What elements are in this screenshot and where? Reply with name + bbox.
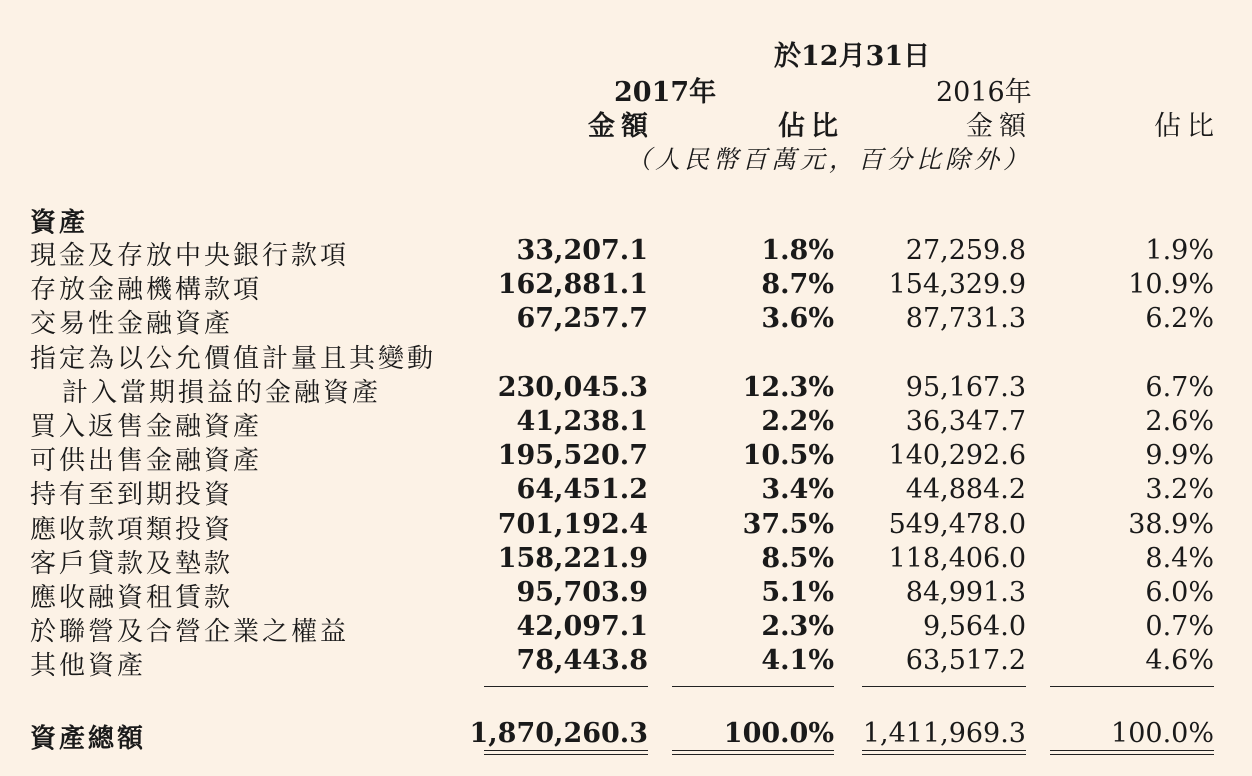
row-pct-2016: 10.9% — [1128, 269, 1214, 301]
row-amount-2016: 95,167.3 — [905, 371, 1026, 403]
total-pct-2016: 100.0% — [1111, 718, 1214, 749]
total-double-rule-amount-2017 — [484, 750, 648, 755]
row-pct-2017: 2.3% — [761, 611, 834, 643]
total-double-rule-pct-2016 — [1050, 750, 1214, 755]
row-pct-2016: 8.4% — [1145, 542, 1214, 574]
year-2016-header: 2016年 — [936, 77, 1032, 108]
row-amount-2016: 84,991.3 — [905, 577, 1026, 608]
row-pct-2016: 2.6% — [1145, 406, 1214, 437]
total-amount-2017: 1,870,260.3 — [469, 718, 648, 749]
row-label: 買入返售金融資產 — [30, 412, 263, 442]
row-pct-2017: 12.3% — [742, 371, 834, 403]
row-pct-2016: 4.6% — [1145, 645, 1214, 677]
row-pct-2016: 1.9% — [1145, 235, 1214, 266]
total-amount-2016: 1,411,969.3 — [862, 718, 1026, 749]
row-pct-2017: 5.1% — [761, 577, 834, 608]
row-label: 指定為以公允價值計量且其變動 — [30, 343, 437, 374]
row-amount-2016: 549,478.0 — [888, 508, 1026, 540]
row-amount-2017: 64,451.2 — [516, 474, 648, 506]
row-pct-2017: 10.5% — [742, 440, 834, 472]
row-pct-2017: 37.5% — [742, 508, 834, 540]
row-amount-2017: 95,703.9 — [516, 577, 648, 608]
row-pct-2016: 6.2% — [1145, 303, 1214, 335]
row-label-continued: 計入當期損益的金融資產 — [62, 377, 382, 408]
row-label: 其他資產 — [30, 651, 147, 682]
total-label: 資產總額 — [30, 724, 147, 754]
row-amount-2016: 154,329.9 — [888, 269, 1026, 301]
row-label: 交易性金融資產 — [30, 309, 234, 340]
row-amount-2016: 36,347.7 — [905, 406, 1026, 437]
row-label: 存放金融機構款項 — [30, 275, 263, 306]
row-label: 客戶貸款及墊款 — [30, 548, 234, 579]
year-2017-header: 2017年 — [614, 77, 717, 108]
row-amount-2017: 33,207.1 — [516, 235, 648, 266]
row-label: 應收融資租賃款 — [30, 583, 234, 613]
row-amount-2016: 44,884.2 — [905, 474, 1026, 506]
row-amount-2016: 87,731.3 — [905, 303, 1026, 335]
row-pct-2016: 38.9% — [1128, 508, 1214, 540]
date-header: 於12月31日 — [774, 41, 931, 72]
subtotal-rule-amount-2017 — [484, 686, 648, 687]
row-amount-2017: 162,881.1 — [497, 269, 648, 301]
row-amount-2017: 67,257.7 — [516, 303, 648, 335]
subtotal-rule-pct-2016 — [1050, 686, 1214, 687]
row-pct-2016: 0.7% — [1145, 611, 1214, 643]
total-pct-2017: 100.0% — [723, 718, 834, 749]
row-amount-2017: 701,192.4 — [497, 508, 648, 540]
subtotal-rule-pct-2017 — [672, 686, 834, 687]
row-label: 持有至到期投資 — [30, 480, 234, 511]
subtotal-rule-amount-2016 — [862, 686, 1026, 687]
row-amount-2017: 42,097.1 — [516, 611, 648, 643]
pct-2016-header: 佔比 — [1154, 111, 1220, 142]
row-pct-2017: 3.6% — [761, 303, 834, 335]
row-pct-2016: 6.7% — [1145, 371, 1214, 403]
row-amount-2016: 9,564.0 — [922, 611, 1026, 643]
row-label: 應收款項類投資 — [30, 514, 234, 545]
row-amount-2016: 63,517.2 — [905, 645, 1026, 677]
row-amount-2016: 27,259.8 — [905, 235, 1026, 266]
total-double-rule-amount-2016 — [862, 750, 1026, 755]
row-pct-2017: 2.2% — [761, 406, 834, 437]
row-pct-2016: 6.0% — [1145, 577, 1214, 608]
row-amount-2016: 140,292.6 — [888, 440, 1026, 472]
row-amount-2017: 230,045.3 — [497, 371, 648, 403]
row-pct-2017: 4.1% — [761, 645, 834, 677]
amount-2017-header: 金額 — [588, 111, 654, 142]
row-label: 可供出售金融資產 — [30, 446, 263, 477]
row-amount-2017: 195,520.7 — [497, 440, 648, 472]
row-label: 於聯營及合營企業之權益 — [30, 617, 350, 648]
row-amount-2017: 41,238.1 — [516, 406, 648, 437]
row-amount-2017: 158,221.9 — [497, 542, 648, 574]
row-amount-2017: 78,443.8 — [516, 645, 648, 677]
row-pct-2017: 8.7% — [761, 269, 834, 301]
row-pct-2017: 8.5% — [761, 542, 834, 574]
total-double-rule-pct-2017 — [672, 750, 834, 755]
row-pct-2016: 9.9% — [1145, 440, 1214, 472]
row-label: 現金及存放中央銀行款項 — [30, 241, 350, 271]
amount-2016-header: 金額 — [966, 111, 1032, 142]
row-pct-2017: 1.8% — [761, 235, 834, 266]
pct-2017-header: 佔比 — [778, 111, 844, 142]
row-amount-2016: 118,406.0 — [888, 542, 1026, 574]
unit-note: （人民幣百萬元，百分比除外） — [626, 145, 1033, 174]
section-title: 資產 — [30, 208, 89, 238]
row-pct-2016: 3.2% — [1145, 474, 1214, 506]
row-pct-2017: 3.4% — [761, 474, 834, 506]
